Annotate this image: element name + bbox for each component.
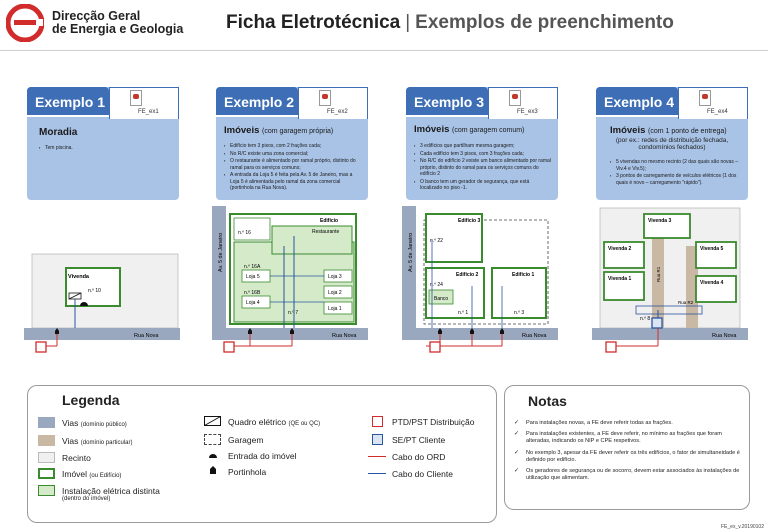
title-sub: Exemplos de preenchimento: [415, 12, 674, 33]
nota-item: ✓ Os geradores de segurança ou de socorro, devem estar associados às instalações de utilização que alimentam.: [514, 468, 746, 482]
title-main: Ficha Eletrotécnica: [226, 12, 401, 33]
diagram-example-2: [212, 206, 368, 358]
label-rua: Rua Nova: [332, 333, 357, 339]
example-card-4: [596, 87, 748, 200]
pdf-icon[interactable]: [509, 90, 521, 106]
ptd-box: [430, 342, 440, 352]
org-name-line1: Direcção Geral: [52, 9, 141, 23]
legend-text: Vias: [62, 418, 79, 428]
cabo-ord-line-icon: [368, 456, 386, 457]
example-card-2: [216, 87, 368, 200]
swatch-instalacao: [38, 485, 55, 496]
file-name-1: FE_ex1: [138, 109, 159, 115]
label-r1: Rua R1: [656, 266, 661, 282]
card-bullets-4: [610, 159, 740, 187]
diagram-example-1: [24, 206, 180, 358]
pdf-icon[interactable]: [699, 90, 711, 106]
notas-list: [514, 420, 746, 486]
bullet-item: ▪ Tem piscina.: [39, 145, 175, 152]
bullet-item: ▪ No R/C existe uma zona comercial;: [224, 151, 362, 158]
label-v5: Vivenda 5: [700, 246, 724, 252]
label-avenue: Av. 5 de Janeiro: [408, 232, 414, 272]
legend-text: Vias: [62, 436, 79, 446]
bullet-item: ▪ O restaurante é alimentado por ramal próprio, distinto do ramal para os serviços comuns;: [224, 158, 362, 171]
label-v3: Vivenda 3: [648, 218, 672, 224]
swatch-vias-particular: [38, 435, 55, 446]
cabo-cliente-line-icon: [368, 473, 386, 474]
legend-text-small: (dentro do imóvel): [62, 496, 111, 502]
label-rua: Rua Nova: [134, 333, 159, 339]
label-v4: Vivenda 4: [700, 280, 724, 286]
label-rua: Rua Nova: [712, 333, 737, 339]
se-pt-box-icon: [372, 434, 383, 445]
notas-title: Notas: [528, 393, 567, 409]
card-heading-1: Moradia: [39, 127, 78, 138]
example-tab-4: Exemplo 4: [596, 87, 678, 117]
card-bullets-3: [414, 143, 552, 193]
heading-small: (com garagem própria): [262, 128, 334, 135]
heading-main: Imóveis: [414, 124, 450, 135]
label-r2: Rua R2: [678, 300, 694, 305]
legend-recinto: Recinto: [62, 453, 91, 463]
file-link-2[interactable]: [298, 87, 368, 119]
label-n7: n.º 7: [288, 310, 299, 316]
legend-cliente: Cabo do Cliente: [392, 469, 453, 479]
legend-text-small: (ou Edifício): [89, 473, 122, 479]
bullet-item: ▪ 3 pontos de carregamento de veículos elétricos (1 dos quais é novo – carregamento "rápido").: [610, 173, 740, 186]
label-loja5: Loja 5: [246, 274, 260, 280]
label-banco: Banco: [434, 296, 449, 302]
legend-imovel: [62, 469, 121, 479]
nota-item: ✓ Para instalações existentes, a FE deve referir, no mínimo as frações que foram alteradas, indicando os NIP e CPE respetivos.: [514, 431, 746, 445]
bullet-item: ▪ O banco tem um gerador de segurança, que está localizado no piso -1.: [414, 179, 552, 192]
label-ed3: Edifício 3: [458, 218, 481, 224]
label-n8: n.º 8: [640, 316, 651, 322]
page-title: [226, 12, 674, 34]
legend-portinhola: Portinhola: [228, 467, 267, 477]
card-bullets-2: [224, 143, 362, 193]
quadro-eletrico-icon: [204, 416, 221, 426]
legend-text: Instalação elétrica distinta: [62, 486, 160, 496]
card-heading-4: [610, 125, 727, 136]
label-v1: Vivenda 1: [608, 276, 632, 282]
label-restaurante: Restaurante: [312, 229, 340, 235]
file-link-4[interactable]: [678, 87, 748, 119]
nota-item: ✓ Para instalações novas, a FE deve referir todas as frações.: [514, 420, 746, 427]
file-name-4: FE_ex4: [707, 109, 728, 115]
label-loja3: Loja 3: [328, 274, 342, 280]
entrada-imovel-icon: [208, 450, 218, 458]
legend-instalacao: [62, 486, 160, 502]
heading-small: (com 1 ponto de entrega): [648, 128, 727, 135]
label-vivenda: Vivenda: [68, 274, 89, 280]
legend-garagem: Garagem: [228, 435, 264, 445]
legend-text: Imóvel: [62, 469, 88, 479]
bullet-item: ▪ 3 edifícios que partilham mesma garagem;: [414, 143, 552, 150]
card-heading-3: [414, 124, 524, 135]
label-avenue: Av. 5 de Janeiro: [218, 232, 224, 272]
label-n3: n.º 3: [514, 310, 525, 316]
bullet-item: ▪ No R/C do edifício 2 existe um banco alimentado por ramal próprio, distinto do ramal para os serviços comuns do edifício 2: [414, 158, 552, 178]
swatch-garagem: [204, 434, 221, 445]
label-n16: n.º 16: [238, 230, 251, 236]
card-bullets-1: [39, 145, 175, 153]
legend-title: Legenda: [62, 392, 120, 408]
legend-text: Quadro elétrico: [228, 417, 287, 427]
bullet-item: ▪ A entrada da Loja 5 é feita pela Av. 5 de Janeiro, mas a Loja 5 é alimentada pelo ramal da zona comercial (portinhola na Rua Nova).: [224, 172, 362, 192]
legend-ord: Cabo do ORD: [392, 452, 446, 462]
org-name-line2: de Energia e Geologia: [52, 22, 184, 36]
label-loja4: Loja 4: [246, 300, 260, 306]
header-divider: [0, 50, 768, 51]
legend-entrada: Entrada do imóvel: [228, 451, 297, 461]
example-card-1: [27, 87, 179, 200]
label-loja2: Loja 2: [328, 290, 342, 296]
se-pt-cliente-box: [652, 318, 662, 328]
swatch-imovel: [38, 468, 55, 479]
label-ed1: Edifício 1: [512, 272, 535, 278]
pdf-icon[interactable]: [319, 90, 331, 106]
bullet-item: ▪ Cada edifício tem 3 pisos, com 3 frações cada;: [414, 151, 552, 158]
ptd-box-icon: [372, 416, 383, 427]
legend-vias-publico: [62, 418, 127, 428]
label-n22: n.º 22: [430, 238, 443, 244]
diagram-example-3: [402, 206, 558, 358]
org-name: [52, 10, 183, 36]
dgeg-logo-icon: [6, 4, 44, 42]
label-ed2: Edifício 2: [456, 272, 479, 278]
example-tab-3: Exemplo 3: [406, 87, 488, 117]
heading-main: Imóveis: [224, 125, 260, 136]
file-link-3[interactable]: [488, 87, 558, 119]
ptd-box: [224, 342, 234, 352]
legend-ptd: PTD/PST Distribuição: [392, 417, 475, 427]
title-separator: |: [405, 12, 411, 33]
legend-quadro: [228, 417, 320, 427]
diagram-example-4: [592, 206, 748, 358]
footer-version: FE_ex_v.20190102: [721, 524, 764, 530]
file-link-1[interactable]: [109, 87, 179, 119]
pdf-icon[interactable]: [130, 90, 142, 106]
legend-vias-particular: [62, 436, 132, 446]
bullet-item: ▪ 5 vivendas no mesmo recinto (2 das quais são novas – Viv.4 e Viv.5);: [610, 159, 740, 172]
label-loja1: Loja 1: [328, 306, 342, 312]
example-tab-2: Exemplo 2: [216, 87, 298, 117]
label-n16a: n.º 16A: [244, 264, 261, 270]
heading-small: (com garagem comum): [452, 127, 525, 134]
legend-text-small: (QE ou QC): [288, 421, 321, 427]
legend-se: SE/PT Cliente: [392, 435, 446, 445]
label-n1: n.º 1: [458, 310, 469, 316]
ptd-box: [606, 342, 616, 352]
swatch-recinto: [38, 452, 55, 463]
bullet-item: ▪ Edifício tem 3 pisos, com 2 frações cada;: [224, 143, 362, 150]
card-subheading-4: (por ex.: redes de distribuição fechada, condomínios fechados): [615, 137, 729, 151]
heading-main: Imóveis: [610, 125, 646, 136]
swatch-vias-publico: [38, 417, 55, 428]
label-v2: Vivenda 2: [608, 246, 632, 252]
example-card-3: [406, 87, 558, 200]
file-name-3: FE_ex3: [517, 109, 538, 115]
portinhola-icon: [209, 466, 217, 475]
label-n24: n.º 24: [430, 282, 443, 288]
legend-text-small: (domínio particular): [80, 440, 133, 446]
file-name-2: FE_ex2: [327, 109, 348, 115]
example-tab-1: Exemplo 1: [27, 87, 109, 117]
label-rua: Rua Nova: [522, 333, 547, 339]
label-n10: n.º 10: [88, 288, 101, 294]
ptd-box: [36, 342, 46, 352]
card-heading-2: [224, 125, 333, 136]
nota-item: ✓ No exemplo 3, apesar da FE dever referir os três edifícios, o fator de simultaneidade é definido por edifício.: [514, 450, 746, 464]
label-edificio: Edifício: [320, 218, 339, 224]
legend-text-small: (domínio público): [80, 422, 127, 428]
label-n16b: n.º 16B: [244, 290, 261, 296]
